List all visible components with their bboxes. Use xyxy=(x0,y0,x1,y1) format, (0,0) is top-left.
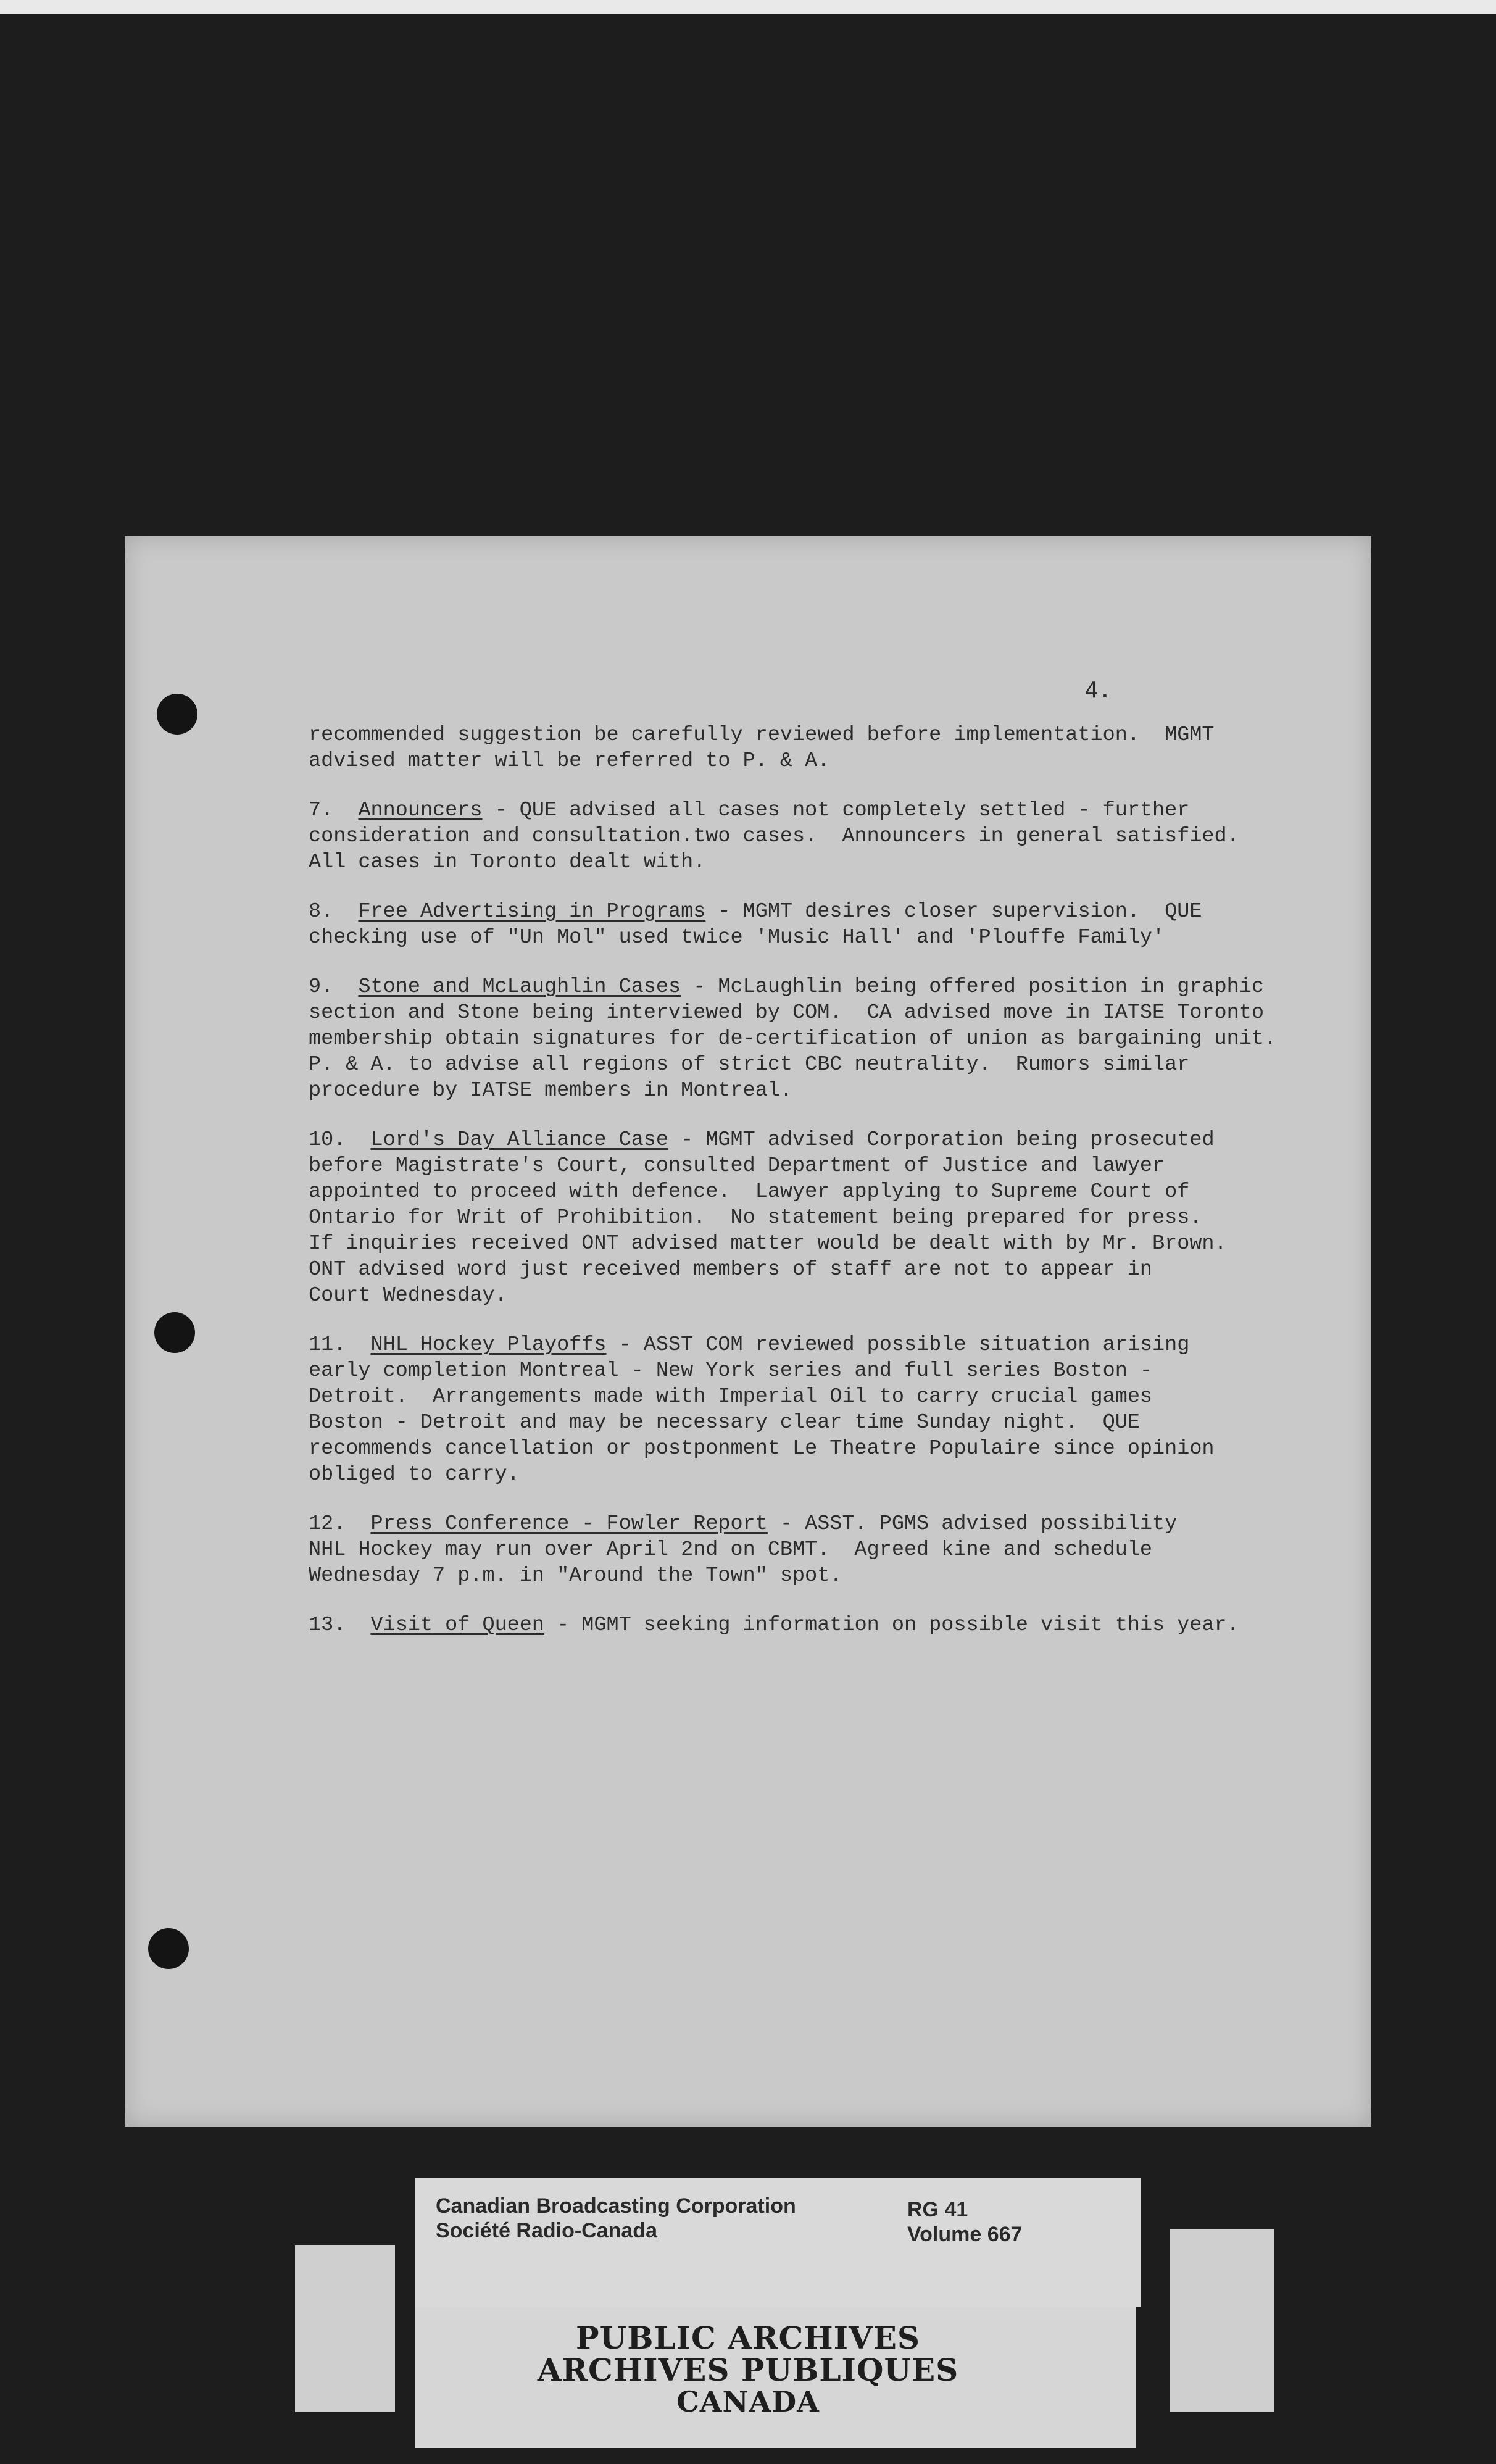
text-line: Court Wednesday. xyxy=(309,1284,507,1307)
item-lords-day xyxy=(309,1127,1247,1309)
volume-number: Volume 667 xyxy=(907,2223,1023,2246)
item-heading: Visit of Queen xyxy=(370,1613,544,1637)
text-line: Boston - Detroit and may be necessary clear time Sunday night. QUE xyxy=(309,1411,1140,1434)
text-line: procedure by IATSE members in Montreal. xyxy=(309,1079,793,1102)
text-line: membership obtain signatures for de-certification of union as bargaining unit. xyxy=(309,1027,1277,1051)
item-heading: Free Advertising in Programs xyxy=(358,900,706,923)
item-heading: Stone and McLaughlin Cases xyxy=(358,975,681,999)
item-number: 13. xyxy=(309,1613,346,1637)
text-line: obliged to carry. xyxy=(309,1463,520,1486)
text-line: checking use of "Un Mol" used twice 'Music Hall' and 'Plouffe Family' xyxy=(309,926,1165,949)
item-visit-of-queen xyxy=(309,1612,1247,1638)
item-heading: Announcers xyxy=(358,799,483,822)
text-line: - MGMT desires closer supervision. QUE xyxy=(705,900,1202,923)
text-line: - ASST. PGMS advised possibility xyxy=(767,1512,1178,1536)
item-press-conference xyxy=(309,1511,1247,1589)
text-line: P. & A. to advise all regions of strict CBC neutrality. Rumors similar xyxy=(309,1053,1190,1076)
text-line: - MGMT seeking information on possible visit this year. xyxy=(544,1613,1239,1637)
text-line: ONT advised word just received members of staff are not to appear in xyxy=(309,1258,1153,1281)
item-heading: Press Conference - Fowler Report xyxy=(370,1512,768,1536)
item-number: 11. xyxy=(309,1333,346,1357)
text-line: advised matter will be referred to P. & A. xyxy=(309,749,830,773)
org-name-english: Canadian Broadcasting Corporation xyxy=(436,2194,796,2218)
item-stone-mclaughlin xyxy=(309,974,1277,1104)
item-announcers xyxy=(309,797,1247,875)
document-body xyxy=(309,722,1277,1662)
text-line: NHL Hockey may run over April 2nd on CBMT. Agreed kine and schedule xyxy=(309,1538,1153,1562)
text-line: - McLaughlin being offered position in graphic xyxy=(681,975,1264,999)
punch-hole-top xyxy=(157,694,197,735)
punch-hole-middle xyxy=(154,1312,195,1353)
item-number: 7. xyxy=(309,799,334,822)
item-nhl-playoffs xyxy=(309,1332,1247,1488)
page-number: 4. xyxy=(1085,678,1112,703)
item-number: 9. xyxy=(309,975,334,999)
stamp-line-english: PUBLIC ARCHIVES xyxy=(576,2320,920,2356)
text-line: - MGMT advised Corporation being prosecuted xyxy=(668,1128,1215,1152)
text-line: If inquiries received ONT advised matter would be dealt with by Mr. Brown. xyxy=(309,1232,1227,1255)
text-line: - ASST COM reviewed possible situation arising xyxy=(606,1333,1190,1357)
text-line: All cases in Toronto dealt with. xyxy=(309,851,706,874)
text-line: consideration and consultation.two cases. Announcers in general satisfied. xyxy=(309,825,1239,848)
text-line: appointed to proceed with defence. Lawyer applying to Supreme Court of xyxy=(309,1180,1190,1204)
stamp-line-country: CANADA xyxy=(676,2385,820,2418)
org-name-french: Société Radio-Canada xyxy=(436,2219,657,2242)
stamp-line-french: ARCHIVES PUBLIQUES xyxy=(537,2352,959,2388)
text-line: early completion Montreal - New York series and full series Boston - xyxy=(309,1359,1153,1383)
item-heading: Lord's Day Alliance Case xyxy=(370,1128,669,1152)
text-line: recommended suggestion be carefully reviewed before implementation. MGMT xyxy=(309,723,1215,747)
item-free-advertising xyxy=(309,899,1247,951)
text-line: Ontario for Writ of Prohibition. No statement being prepared for press. xyxy=(309,1206,1202,1230)
item-number: 12. xyxy=(309,1512,346,1536)
item-number: 8. xyxy=(309,900,334,923)
text-line: Wednesday 7 p.m. in "Around the Town" spot. xyxy=(309,1564,842,1588)
text-line: before Magistrate's Court, consulted Department of Justice and lawyer xyxy=(309,1154,1165,1178)
punch-hole-bottom xyxy=(148,1928,189,1969)
item-number: 10. xyxy=(309,1128,346,1152)
record-group: RG 41 xyxy=(907,2198,968,2221)
text-line: Detroit. Arrangements made with Imperial Oil to carry crucial games xyxy=(309,1385,1153,1409)
paragraph-continuation xyxy=(309,722,1247,774)
text-line: recommends cancellation or postponment Le Theatre Populaire since opinion xyxy=(309,1437,1215,1460)
text-line: section and Stone being interviewed by COM. CA advised move in IATSE Toronto xyxy=(309,1001,1264,1025)
item-heading: NHL Hockey Playoffs xyxy=(370,1333,607,1357)
archive-reference-label xyxy=(415,2178,1141,2307)
text-line: - QUE advised all cases not completely settled - further xyxy=(482,799,1190,822)
scan-top-edge xyxy=(0,0,1496,14)
